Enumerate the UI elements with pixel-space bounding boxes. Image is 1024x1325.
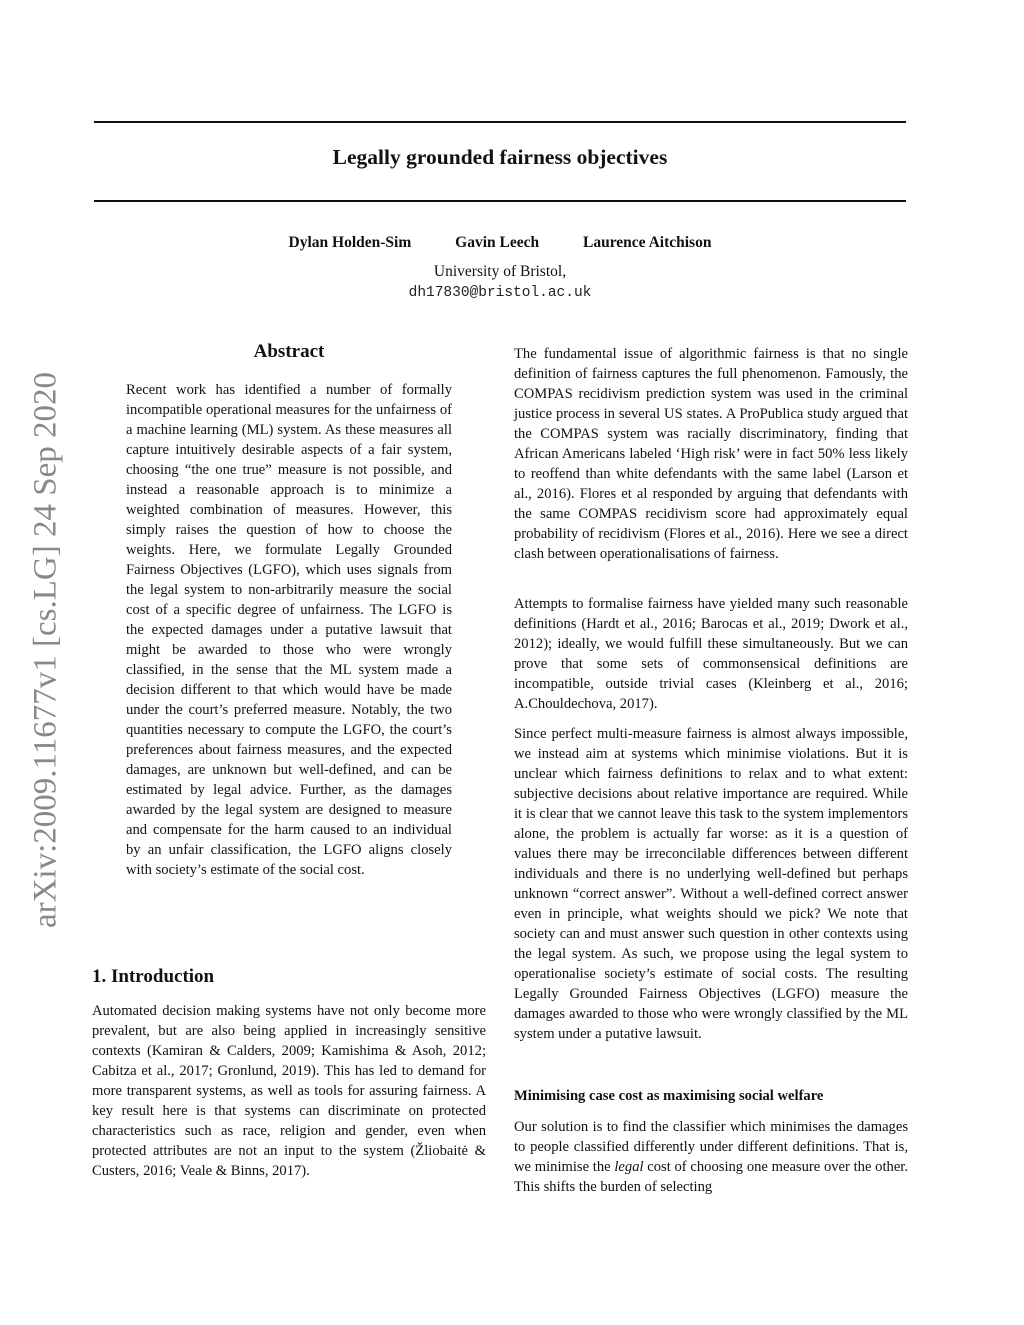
arxiv-identifier-stamp: arXiv:2009.11677v1 [cs.LG] 24 Sep 2020: [27, 371, 64, 929]
paper-title: Legally grounded fairness objectives: [332, 145, 668, 169]
affiliation: University of Bristol,: [433, 263, 567, 280]
abstract-heading: Abstract: [253, 341, 325, 362]
author-name: Gavin Leech: [455, 234, 540, 251]
author-name: Dylan Holden-Sim: [288, 234, 412, 251]
title-bottom-rule: [94, 200, 906, 202]
author-name: Laurence Aitchison: [582, 234, 712, 251]
introduction-paragraph: Automated decision making systems have not only become more prevalent, but are also being applied in increasingly sensitive contexts (Kamiran & Calders, 2009; Kamishima & Asoh, 2012; Cabitza et al., 2017; Gronlund, 2019). This has led to demand for more transparent systems, as well as tools for assuring fairness. A key result here is that systems can discriminate on protected characteristics such as race, religion and gender, even when protected attributes are not an input to the system (Žliobaitė & Custers, 2016; Veale & Binns, 2017).: [92, 1003, 486, 1179]
title-top-rule: [94, 121, 906, 123]
body-paragraph: [514, 1117, 908, 1197]
body-paragraph: Since perfect multi-measure fairness is almost always impossible, we instead aim at systems which minimise violations. But it is unclear which fairness definitions to relax and to what extent: subjective decisions about relative importance are required. While it is clear that we cannot leave this task to the system implementors alone, the problem is actually far worse: as it is a question of values there may be irreconcilable differences between different individuals and there is no underlying well-defined but perhaps unknown “correct answer”. Without a well-defined correct answer even in principle, what weights should we pick? We note that society can and must answer such question in other contexts using the legal system. As such, we propose using the legal system to operationalise society’s estimate of social costs. The resulting Legally Grounded Fairness Objectives (LGFO) measure the damages awarded to those who were wrongly classified by the ML system under a putative lawsuit.: [514, 726, 908, 1042]
emphasized-word: legal: [614, 1159, 644, 1175]
abstract-body: Recent work has identified a number of formally incompatible operational measures for the unfairness of a machine learning (ML) system. As these measures all capture intuitively desirable aspects of a fair system, choosing “the one true” measure is not possible, and instead a reasonable approach is to minimize a weighted combination of measures. However, this simply raises the question of how to choose the weights. Here, we formulate Legally Grounded Fairness Objectives (LGFO), which uses signals from the legal system to non-arbitrarily measure the social cost of a specific degree of unfairness. The LGFO is the expected damages under a putative lawsuit that might be awarded to those who were wrongly classified, in the sense that the ML system made a decision different to that which would have be made under the court’s preferred measure. Notably, the two quantities necessary to compute the LGFO, the court’s preferences about fairness measures, and the expected damages, are unknown but well-defined, and can be estimated by legal advice. Further, as the damages awarded by the legal system are designed to measure and compensate for the harm caused to an individual by an unfair classification, the LGFO aligns closely with society’s estimate of the social cost.: [126, 382, 452, 878]
paragraph-text: Our solution is to find the classifier which minimises the damages to people classified differently under different definitions. That is, we minimise the: [514, 1119, 908, 1175]
paragraph-text: cost of choosing one measure over the other. This shifts the burden of selecting: [514, 1159, 908, 1195]
body-paragraph: Attempts to formalise fairness have yielded many such reasonable definitions (Hardt et al., 2016; Barocas et al., 2019; Dwork et al., 2012); ideally, we would fulfill these simultaneously. But we can prove that some sets of commonsensical definitions are incompatible, outside trivial cases (Kleinberg et al., 2016; A.Chouldechova, 2017).: [514, 596, 908, 712]
author-list: [94, 234, 906, 252]
body-paragraph: The fundamental issue of algorithmic fairness is that no single definition of fairness captures the full phenomenon. Famously, the COMPAS recidivism prediction system was used in the criminal justice process in several US states. A ProPublica study argued that the COMPAS system was racially discriminatory, finding that African Americans labeled ‘High risk’ were in fact 50% less likely to reoffend than white defendants with the same label (Larson et al., 2016). Flores et al responded by arguing that defendants with the same COMPAS recidivism score had approximately equal probability of recidivism (Flores et al., 2016). Here we see a direct clash between operationalisations of fairness.: [514, 346, 908, 562]
section-heading-introduction: 1. Introduction: [92, 966, 215, 987]
subsection-heading: Minimising case cost as maximising social welfare: [514, 1088, 824, 1104]
contact-email: dh17830@bristol.ac.uk: [408, 285, 592, 301]
